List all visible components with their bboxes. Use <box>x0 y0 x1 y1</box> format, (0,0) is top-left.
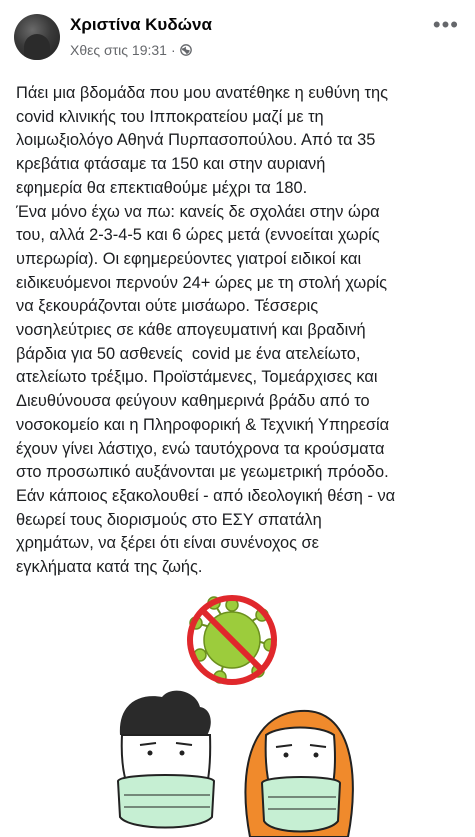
meta-separator: · <box>170 42 176 58</box>
masked-woman-figure <box>245 711 352 837</box>
virus-prohibition-icon <box>190 597 276 683</box>
post-header <box>0 0 475 70</box>
globe-icon <box>180 44 192 56</box>
author-name[interactable]: Χριστίνα Κυδώνα <box>70 15 212 34</box>
post-meta <box>70 42 192 58</box>
masked-man-figure <box>118 691 214 828</box>
post-timestamp[interactable]: Χθες στις 19:31 <box>70 42 167 58</box>
post-body: Πάει μια βδομάδα που μου ανατέθηκε η ευθύνη της covid κλινικής του Ιπποκρατείου μαζί με τη λοιμωξιολόγο Αθηνά Πυρπασοπούλου. Από τα 35 κρεβάτια φτάσαμε τα 150 και στην αυριανή εφημερία θα επεκτιαθούμε μέχρι τα 180. Ένα μόνο έχω να πω: κανείς δε σχολάει στην ώρα του, αλλά 2-3-4-5 και 6 ώρες μετά (εννοείται χωρίς υπερωρία). Οι εφημερεύοντες γιατροί ειδικοί και ειδικευόμενοι περνούν 24+ ώρες με τη στολή χωρίς να ξεκουράζονται ούτε μισάωρο. Τέσσερις νοσηλεύτριες σε κάθε απογευματινή και βραδινή βάρδια για 50 ασθενείς covid με ένα ατελείωτο, ατελείωτο τρέξιμο. Προϊστάμενες, Τομεάρχισες και Διευθύνουσα φεύγουν καθημερινά βράδυ από το νοσοκομείο και η Πληροφορική & Τεχνική Υπηρεσία έχουν γίνει λάστιχο, ενώ ταυτόχρονα τα κρούσματα στο προσωπικό αυξάνονται με γεωμετρική πρόοδο. Εάν κάποιος εξακολουθεί - από ιδεολογική θέση - να θεωρεί τους διορισμούς στο ΕΣΥ σπατάλη χρημάτων, να ξέρει ότι είναι συνένοχος σε εγκλήματα κατά της ζωής. <box>16 84 396 577</box>
avatar[interactable] <box>14 14 60 60</box>
post-illustration <box>0 585 475 837</box>
more-options-icon[interactable]: ••• <box>432 12 459 37</box>
